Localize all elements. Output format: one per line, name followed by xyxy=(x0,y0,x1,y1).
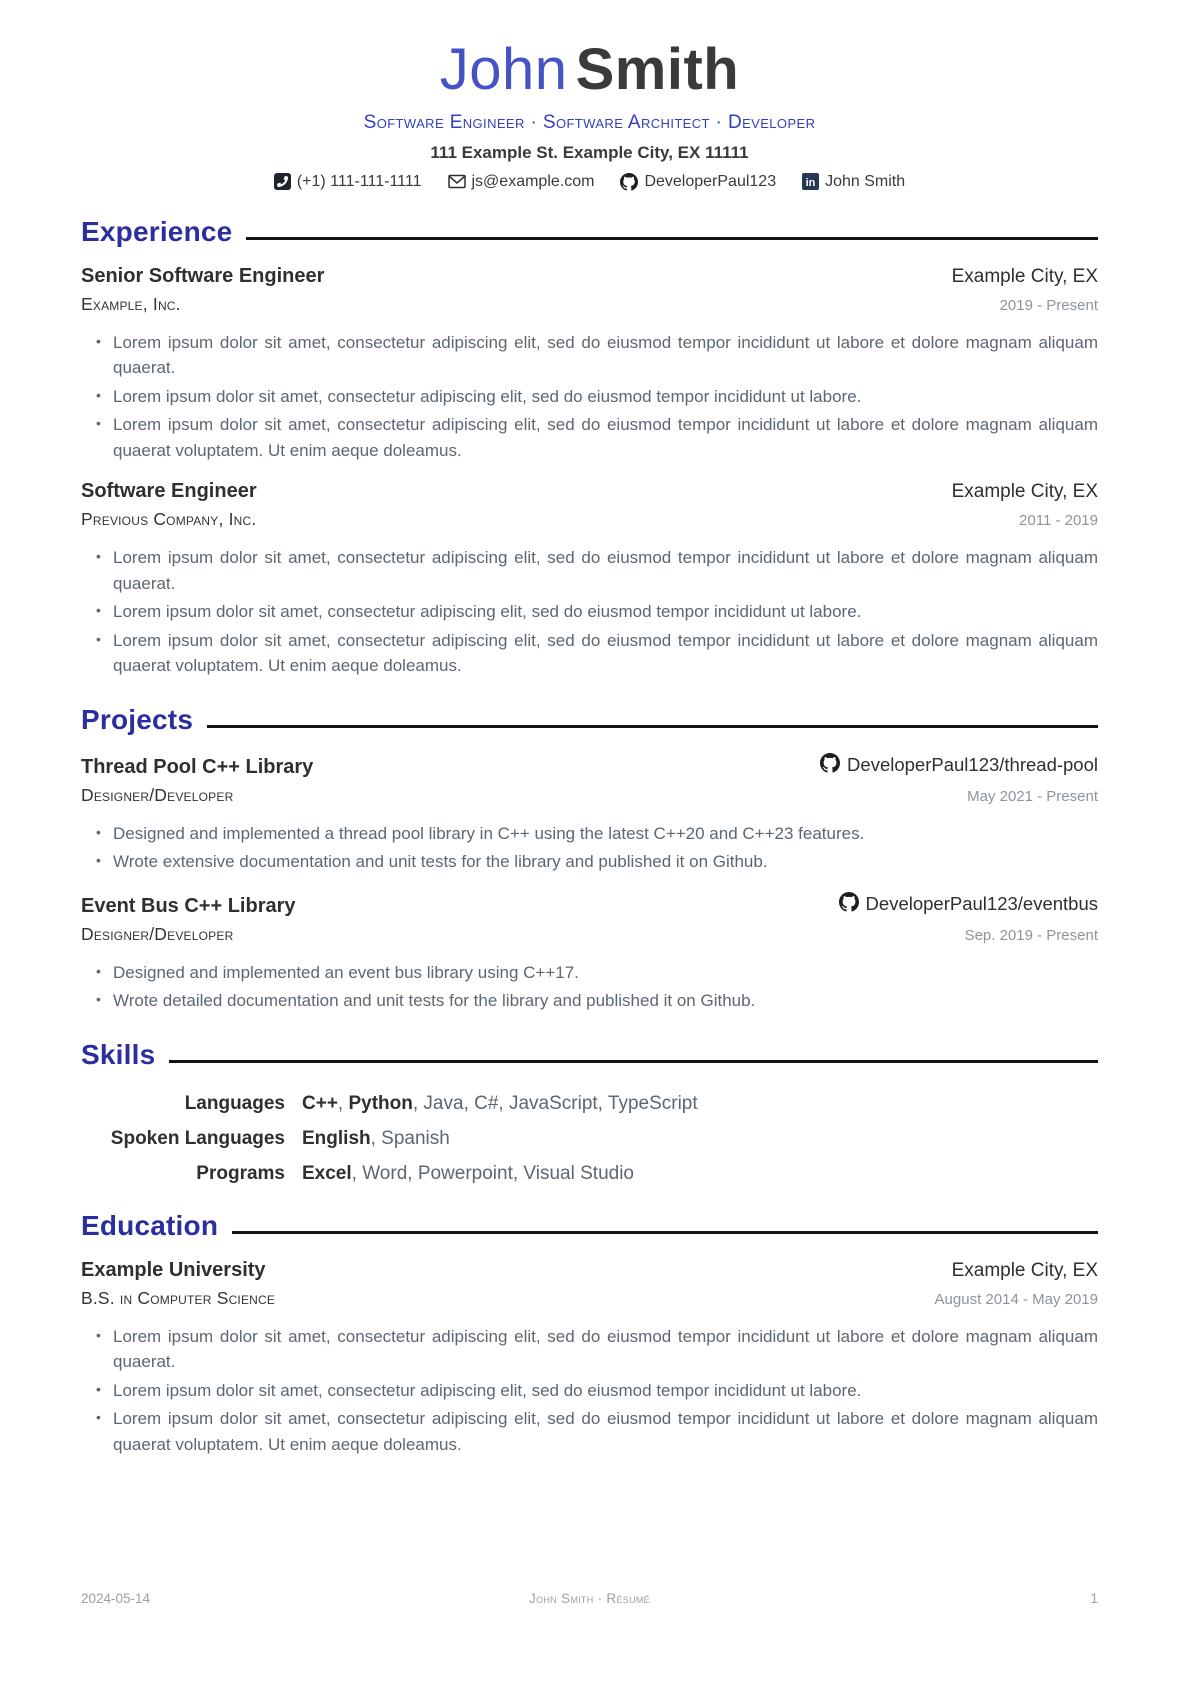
section-title-skills: Skills xyxy=(81,1038,156,1070)
section-rule xyxy=(232,1231,1098,1234)
job-dates: 2019 - Present xyxy=(999,296,1098,314)
experience-entry xyxy=(81,265,1098,464)
repo-name: DeveloperPaul123/thread-pool xyxy=(847,754,1098,776)
page-number: 1 xyxy=(1090,1591,1098,1606)
project-entry xyxy=(81,753,1098,875)
email-contact[interactable] xyxy=(448,173,595,191)
bullet-item: • Lorem ipsum dolor sit amet, consectetur adipiscing elit, sed do eiusmod tempor incididunt ut labore et dolore magnam aliquam quaerat voluptatem. Ut enim aeque doleamus. xyxy=(113,628,1098,679)
section-skills xyxy=(81,1039,1098,1185)
school-location: Example City, EX xyxy=(951,1259,1098,1281)
phone-icon xyxy=(274,173,291,190)
skill-value: Excel, Word, Powerpoint, Visual Studio xyxy=(302,1162,634,1184)
bullet-item: • Lorem ipsum dolor sit amet, consectetur adipiscing elit, sed do eiusmod tempor incididunt ut labore et dolore magnam aliquam quaerat. xyxy=(113,330,1098,381)
section-rule xyxy=(246,237,1098,240)
skill-value: C++, Python, Java, C#, JavaScript, TypeScript xyxy=(302,1092,698,1114)
page-footer xyxy=(81,1591,1098,1606)
bullet-item: • Lorem ipsum dolor sit amet, consectetur adipiscing elit, sed do eiusmod tempor incididunt ut labore. xyxy=(113,599,1098,625)
skill-value: English, Spanish xyxy=(302,1127,450,1149)
section-rule xyxy=(169,1060,1098,1063)
github-icon xyxy=(620,173,638,191)
job-title: Software Engineer xyxy=(81,480,257,503)
bullet-item: • Wrote extensive documentation and unit tests for the library and published it on Github. xyxy=(113,849,1098,875)
email-address: js@example.com xyxy=(471,172,595,190)
education-bullets xyxy=(81,1324,1098,1458)
github-username: DeveloperPaul123 xyxy=(644,172,777,190)
github-contact[interactable] xyxy=(620,173,776,191)
section-title-experience: Experience xyxy=(81,215,233,247)
phone-number: (+1) 111-111-1111 xyxy=(296,172,422,190)
skill-label: Spoken Languages xyxy=(110,1127,285,1149)
project-repo-link[interactable] xyxy=(839,892,1098,917)
bullet-item: • Designed and implemented a thread pool library in C++ using the latest C++20 and C++23 features. xyxy=(113,821,1098,847)
project-dates: Sep. 2019 - Present xyxy=(964,926,1098,944)
school-name: Example University xyxy=(81,1258,266,1281)
job-bullets xyxy=(81,545,1098,679)
project-name: Event Bus C++ Library xyxy=(81,894,296,917)
repo-name: DeveloperPaul123/eventbus xyxy=(865,893,1098,915)
degree: B.S. in Computer Science xyxy=(81,1287,276,1308)
education-dates: August 2014 - May 2019 xyxy=(934,1290,1098,1308)
bullet-item: • Designed and implemented an event bus library using C++17. xyxy=(113,960,1098,986)
github-icon xyxy=(820,753,840,778)
footer-title: John Smith · Résumé xyxy=(529,1591,650,1606)
bullet-item: • Lorem ipsum dolor sit amet, consectetur adipiscing elit, sed do eiusmod tempor incididunt ut labore. xyxy=(113,1378,1098,1404)
skill-label: Programs xyxy=(196,1162,285,1184)
linkedin-icon xyxy=(802,173,819,190)
job-location: Example City, EX xyxy=(951,481,1098,503)
job-dates: 2011 - 2019 xyxy=(1019,512,1098,530)
bullet-item: • Wrote detailed documentation and unit tests for the library and published it on Github. xyxy=(113,988,1098,1014)
project-name: Thread Pool C++ Library xyxy=(81,755,314,778)
linkedin-contact[interactable] xyxy=(802,173,905,191)
full-name xyxy=(81,37,1098,102)
project-bullets xyxy=(81,960,1098,1014)
last-name: Smith xyxy=(575,37,740,102)
project-repo-link[interactable] xyxy=(820,753,1098,778)
address: 111 Example St. Example City, EX 11111 xyxy=(430,142,749,162)
svg-text:in: in xyxy=(805,177,816,190)
job-title: Senior Software Engineer xyxy=(81,264,325,287)
project-dates: May 2021 - Present xyxy=(967,787,1098,805)
job-bullets xyxy=(81,330,1098,464)
bullet-item: • Lorem ipsum dolor sit amet, consectetur adipiscing elit, sed do eiusmod tempor incididunt ut labore et dolore magnam aliquam quaerat voluptatem. Ut enim aeque doleamus. xyxy=(113,412,1098,463)
job-location: Example City, EX xyxy=(951,265,1098,287)
company-name: Previous Company, Inc. xyxy=(81,509,257,530)
section-title-education: Education xyxy=(81,1209,219,1241)
project-role: Designer/Developer xyxy=(81,784,234,805)
footer-date: 2024-05-14 xyxy=(81,1591,151,1606)
bullet-item: • Lorem ipsum dolor sit amet, consectetur adipiscing elit, sed do eiusmod tempor incididunt ut labore et dolore magnam aliquam quaerat. xyxy=(113,1324,1098,1375)
phone-contact[interactable] xyxy=(274,173,422,191)
section-projects xyxy=(81,704,1098,1014)
tagline: Software Engineer · Software Architect · Developer xyxy=(363,111,816,133)
email-icon xyxy=(448,174,466,189)
skills-table xyxy=(81,1093,1098,1185)
project-role: Designer/Developer xyxy=(81,923,234,944)
bullet-item: • Lorem ipsum dolor sit amet, consectetur adipiscing elit, sed do eiusmod tempor incididunt ut labore et dolore magnam aliquam quaerat voluptatem. Ut enim aeque doleamus. xyxy=(113,1406,1098,1457)
contact-bar xyxy=(81,173,1098,191)
section-rule xyxy=(207,725,1098,728)
bullet-item: • Lorem ipsum dolor sit amet, consectetur adipiscing elit, sed do eiusmod tempor incididunt ut labore et dolore magnam aliquam quaerat. xyxy=(113,545,1098,596)
project-entry xyxy=(81,892,1098,1014)
section-education xyxy=(81,1210,1098,1458)
first-name: John xyxy=(439,37,568,102)
linkedin-name: John Smith xyxy=(825,172,906,190)
skill-label: Languages xyxy=(184,1092,285,1114)
company-name: Example, Inc. xyxy=(81,293,181,314)
education-entry xyxy=(81,1259,1098,1458)
project-bullets xyxy=(81,821,1098,875)
experience-entry xyxy=(81,480,1098,679)
section-experience xyxy=(81,216,1098,679)
github-icon xyxy=(839,892,859,917)
bullet-item: • Lorem ipsum dolor sit amet, consectetur adipiscing elit, sed do eiusmod tempor incididunt ut labore. xyxy=(113,384,1098,410)
section-title-projects: Projects xyxy=(81,703,194,735)
